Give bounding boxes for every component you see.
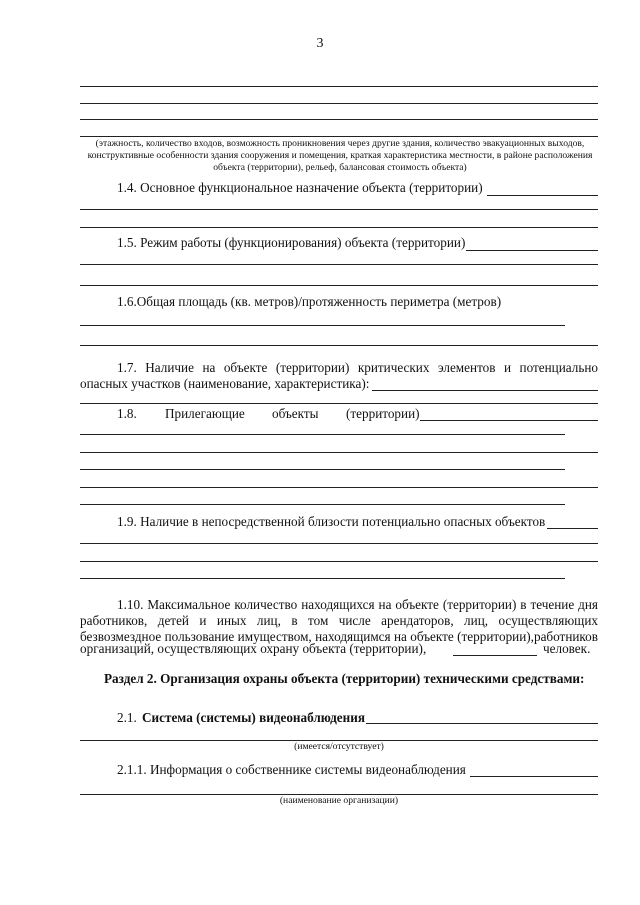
item-1-8-word1: Прилегающие [165, 406, 245, 421]
fill-line [80, 469, 565, 470]
section-2-title: Раздел 2. Организация охраны объекта (территории) техническими средствами: [104, 671, 585, 686]
item-2-1-num: 2.1. [117, 710, 137, 725]
item-1-8-word2: объекты [272, 406, 319, 421]
item-2-1-label: Система (системы) видеонаблюдения [142, 710, 365, 725]
fill-line [80, 578, 565, 579]
item-1-8-word3: (территории) [346, 406, 420, 421]
fill-line [80, 325, 565, 326]
item-1-8-fill[interactable] [420, 420, 598, 421]
characteristics-caption-1: (этажность, количество входов, возможность проникновения через другие здания, количество эвакуационных выходов, [95, 138, 585, 149]
item-1-5-fill[interactable] [466, 250, 598, 251]
item-1-8-num: 1.8. [117, 406, 137, 421]
item-2-1-caption: (имеется/отсутствует) [294, 741, 384, 752]
fill-line [80, 487, 598, 488]
item-1-7-line1: 1.7. Наличие на объекте (территории) критических элементов и потенциально [117, 360, 598, 375]
fill-line [80, 345, 598, 346]
fill-line [80, 561, 598, 562]
item-1-9-label: 1.9. Наличие в непосредственной близости потенциально опасных объектов [117, 514, 546, 529]
item-2-1-fill[interactable] [366, 723, 598, 724]
fill-line [80, 136, 598, 137]
item-1-4-fill[interactable] [487, 195, 598, 196]
fill-line [80, 285, 598, 286]
item-1-10-line1: 1.10. Максимальное количество находящихся на объекте (территории) в течение дня [117, 597, 598, 612]
item-1-9-fill[interactable] [547, 528, 598, 529]
characteristics-caption-3: объекта (территории), рельеф, балансовая стоимость объекта) [213, 162, 467, 173]
fill-line [80, 403, 598, 404]
item-1-10-count-fill[interactable] [453, 655, 537, 656]
fill-line [80, 543, 598, 544]
item-2-1-1-label: 2.1.1. Информация о собственнике системы видеонаблюдения [117, 762, 466, 777]
item-1-10-line4-end: человек. [543, 641, 591, 656]
fill-line [80, 452, 598, 453]
fill-line [80, 504, 565, 505]
fill-line [80, 119, 598, 120]
fill-line [80, 86, 598, 87]
item-1-10-line3: безвозмездное пользование имуществом, находящимся на объекте (территории),работников [80, 629, 598, 644]
item-1-5-label: 1.5. Режим работы (функционирования) объекта (территории) [117, 235, 466, 250]
item-1-10-line2: работников, детей и иных лиц, в том числе арендаторов, лиц, осуществляющих [80, 613, 598, 628]
characteristics-caption-2: конструктивные особенности здания сооружения и помещения, краткая характеристика местности, в районе расположения [87, 150, 593, 161]
item-1-7-fill[interactable] [372, 390, 598, 391]
fill-line [80, 264, 598, 265]
page-number: 3 [316, 36, 324, 51]
fill-line [80, 103, 598, 104]
item-1-10-line4: организаций, осуществляющих охрану объекта (территории), [80, 641, 427, 656]
item-1-7-line2: опасных участков (наименование, характеристика): [80, 376, 370, 391]
fill-line [80, 209, 598, 210]
fill-line [80, 434, 565, 435]
item-2-1-1-fill[interactable] [470, 776, 598, 777]
item-1-6-label: 1.6.Общая площадь (кв. метров)/протяженность периметра (метров) [117, 294, 502, 309]
fill-line [80, 227, 598, 228]
item-2-1-1-caption: (наименование организации) [279, 795, 399, 806]
item-1-4-label: 1.4. Основное функциональное назначение объекта (территории) [117, 180, 483, 195]
